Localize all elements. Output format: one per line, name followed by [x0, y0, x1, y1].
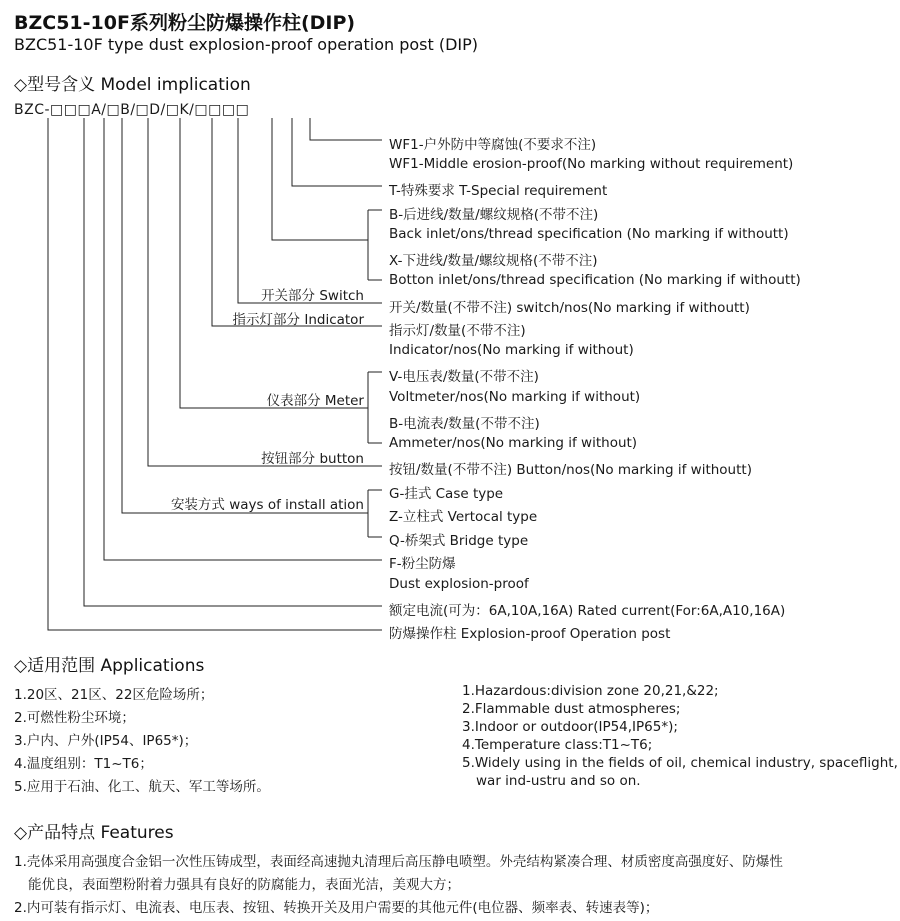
desc-vertical-type: Z-立柱式 Vertocal type — [389, 509, 538, 525]
feature-item: 能优良，表面塑粉附着力强具有良好的防腐能力，表面光洁，美观大方； — [28, 877, 460, 893]
desc-wf1-cn: WF1-户外防中等腐蚀(不要求不注) — [389, 137, 597, 153]
application-en-item: war ind-ustru and so on. — [476, 773, 641, 789]
desc-switch: 开关/数量(不带不注) switch/nos(No marking if withoutt) — [389, 300, 750, 316]
desc-wf1-en: WF1-Middle erosion-proof(No marking without requirement) — [389, 156, 794, 172]
application-cn-item: 3.户内、户外(IP54、IP65*)； — [14, 733, 198, 749]
desc-back-inlet-cn: B-后进线/数量/螺纹规格(不带不注) — [389, 207, 599, 223]
model-code: BZC-□□□A/□B/□D/□K/□□□□ — [14, 102, 250, 118]
application-cn-item: 4.温度组别：T1~T6； — [14, 756, 153, 772]
application-en-item: 4.Temperature class:T1~T6; — [462, 737, 653, 753]
feature-item: 2.内可装有指示灯、电流表、电压表、按钮、转换开关及用户需要的其他元件(电位器、频率表、转速表等)； — [14, 900, 659, 916]
desc-dust-cn: F-粉尘防爆 — [389, 556, 456, 572]
applications-section-heading: ◇适用范围 Applications — [14, 656, 205, 676]
desc-back-inlet-en: Back inlet/ons/thread specification (No marking if withoutt) — [389, 226, 789, 242]
connector-current — [84, 118, 382, 606]
connector-inlet — [272, 118, 368, 240]
application-en-item: 3.Indoor or outdoor(IP54,IP65*); — [462, 719, 678, 735]
page-subtitle: BZC51-10F type dust explosion-proof operation post (DIP) — [14, 35, 479, 54]
desc-bottom-inlet-cn: X-下进线/数量/螺纹规格(不带不注) — [389, 253, 598, 269]
application-cn-item: 5.应用于石油、化工、航天、军工等场所。 — [14, 779, 270, 795]
application-cn-item: 2.可燃性粉尘环境； — [14, 710, 135, 726]
application-en-item: 2.Flammable dust atmospheres; — [462, 701, 681, 717]
desc-dust-en: Dust explosion-proof — [389, 576, 529, 592]
label-install-part: 安装方式 ways of install ation — [170, 497, 364, 513]
feature-item: 1.壳体采用高强度合金铝一次性压铸成型，表面经高速抛丸清理后高压静电喷塑。外壳结构紧凑合理、材质密度高强度好、防爆性 — [14, 854, 783, 870]
model-section-heading: ◇型号含义 Model implication — [14, 75, 251, 95]
desc-voltmeter-cn: V-电压表/数量(不带不注) — [389, 369, 539, 385]
desc-indicator-cn: 指示灯/数量(不带不注) — [389, 323, 526, 339]
connector-switch — [238, 118, 382, 303]
desc-case-type: G-挂式 Case type — [389, 486, 504, 502]
application-cn-item: 1.20区、21区、22区危险场所； — [14, 687, 214, 703]
desc-bridge-type: Q-桥架式 Bridge type — [389, 533, 529, 549]
connector-post — [48, 118, 382, 630]
connector-wf1 — [310, 118, 382, 140]
desc-bottom-inlet-en: Botton inlet/ons/thread specification (No marking if withoutt) — [389, 272, 801, 288]
desc-indicator-en: Indicator/nos(No marking if without) — [389, 342, 634, 358]
label-button-part: 按钮部分 button — [261, 451, 364, 467]
application-en-item: 1.Hazardous:division zone 20,21,&22; — [462, 683, 719, 699]
label-meter-part: 仪表部分 Meter — [266, 393, 364, 409]
desc-operation-post: 防爆操作柱 Explosion-proof Operation post — [389, 626, 671, 642]
application-en-item: 5.Widely using in the fields of oil, chemical industry, spaceflight, — [462, 755, 898, 771]
desc-rated-current: 额定电流(可为：6A,10A,16A) Rated current(For:6A,A10,16A) — [389, 603, 786, 619]
desc-special: T-特殊要求 T-Special requirement — [389, 183, 608, 199]
desc-ammeter-en: Ammeter/nos(No marking if without) — [389, 435, 638, 451]
label-switch-part: 开关部分 Switch — [261, 288, 364, 304]
desc-voltmeter-en: Voltmeter/nos(No marking if without) — [389, 389, 641, 405]
features-section-heading: ◇产品特点 Features — [14, 823, 174, 843]
page-title: BZC51-10F系列粉尘防爆操作柱(DIP) — [14, 12, 356, 34]
desc-ammeter-cn: B-电流表/数量(不带不注) — [389, 416, 540, 432]
desc-button: 按钮/数量(不带不注) Button/nos(No marking if withoutt) — [389, 462, 752, 478]
label-indicator-part: 指示灯部分 Indicator — [232, 312, 364, 328]
connector-meter — [180, 118, 368, 408]
connector-t — [292, 118, 382, 186]
